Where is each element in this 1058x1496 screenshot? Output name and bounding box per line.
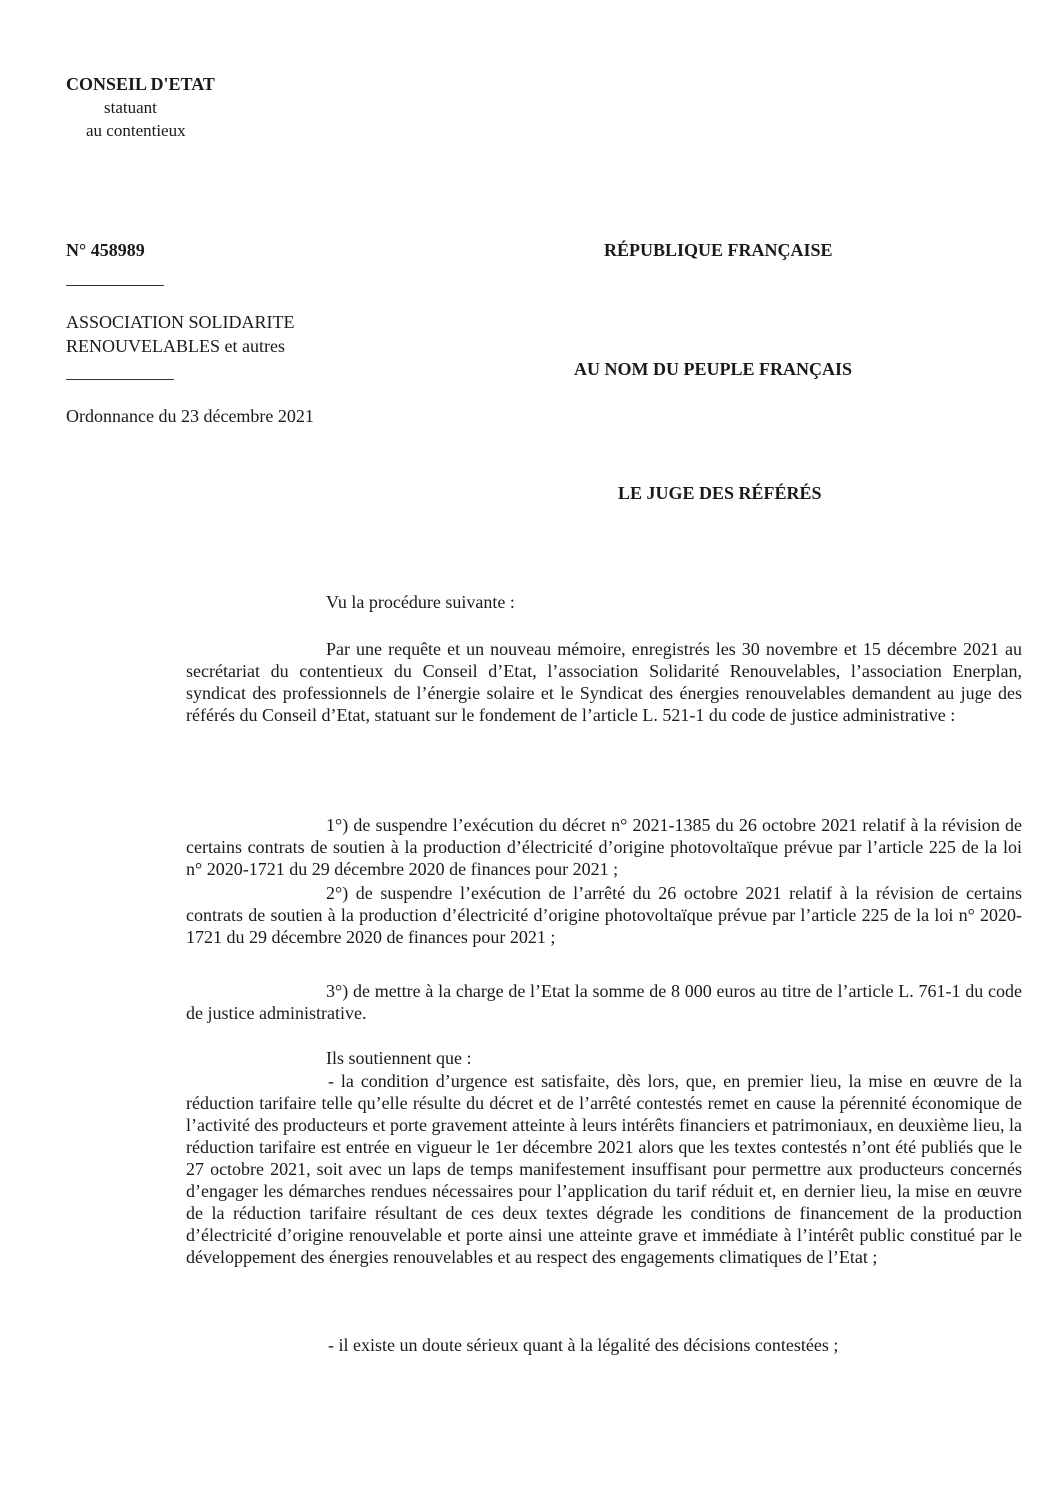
people-title: AU NOM DU PEUPLE FRANÇAIS (574, 359, 852, 379)
case-number: N° 458989 (66, 240, 145, 260)
ordonnance-date: Ordonnance du 23 décembre 2021 (66, 406, 314, 426)
divider-1 (66, 285, 164, 286)
judge-title: LE JUGE DES RÉFÉRÉS (618, 483, 822, 503)
parties-line-1: ASSOCIATION SOLIDARITE (66, 312, 295, 332)
body-paragraph-5: - la condition d’urgence est satisfaite, dès lors, que, en premier lieu, la mise en œuvre de la réduction tarifaire telle qu’elle résulte du décret et de l’arrêté contestés remet en cause la pérennité économique de l’activité des producteurs et porte gravement atteinte à leurs intérêts financiers et patrimoniaux, en deuxième lieu, la réduction tarifaire est entrée en vigueur le 1er décembre 2021 alors que les textes contestés n’ont été publiés que le 27 octobre 2021, soit avec un laps de temps manifestement insuffisant pour permettre aux producteurs concernés d’engager les démarches rendues nécessaires pour l’application du tarif réduit et, en dernier lieu, la mise en œuvre de la réduction tarifaire résultant de ces deux textes dégrade les conditions de financement de la production d’électricité d’origine renouvelable et porte ainsi une atteinte grave et immédiate à l’intérêt public constitué par le développement des énergies renouvelables et au respect des engagements climatiques de l’Etat ; (186, 1071, 1022, 1267)
body-paragraph-1: Par une requête et un nouveau mémoire, enregistrés les 30 novembre et 15 décembre 2021 au secrétariat du contentieux du Conseil d’Etat, l’association Solidarité Renouvelables, l’association Enerplan, syndicat des professionnels de l’énergie solaire et le Syndicat des énergies renouvelables demandent au juge des référés du Conseil d’Etat, statuant sur le fondement de l’article L. 521-1 du code de justice administrative : (186, 639, 1022, 725)
divider-2 (66, 379, 174, 380)
body-paragraph-3: 2°) de suspendre l’exécution de l’arrêté du 26 octobre 2021 relatif à la révision de certains contrats de soutien à la production d’électricité d’origine photovoltaïque prévue par l’article 225 de la loi n° 2020-1721 du 29 décembre 2020 de finances pour 2021 ; (186, 883, 1022, 947)
procedure-heading: Vu la procédure suivante : (326, 592, 515, 612)
court-name: CONSEIL D'ETAT (66, 74, 215, 94)
body-paragraph-4: 3°) de mettre à la charge de l’Etat la somme de 8 000 euros au titre de l’article L. 761-1 du code de justice administrative. (186, 981, 1022, 1023)
court-sub-2: au contentieux (86, 121, 186, 140)
body-paragraph-2: 1°) de suspendre l’exécution du décret n° 2021-1385 du 26 octobre 2021 relatif à la révision de certains contrats de soutien à la production d’électricité d’origine photovoltaïque prévue par l’article 225 de la loi n° 2020-1721 du 29 décembre 2020 de finances pour 2021 ; (186, 815, 1022, 879)
republic-title: RÉPUBLIQUE FRANÇAISE (604, 240, 833, 260)
parties-line-2: RENOUVELABLES et autres (66, 336, 285, 356)
intro-paragraph-5: Ils soutiennent que : (326, 1048, 472, 1068)
court-sub-1: statuant (104, 98, 157, 117)
body-paragraph-6: - il existe un doute sérieux quant à la légalité des décisions contestées ; (328, 1335, 839, 1355)
